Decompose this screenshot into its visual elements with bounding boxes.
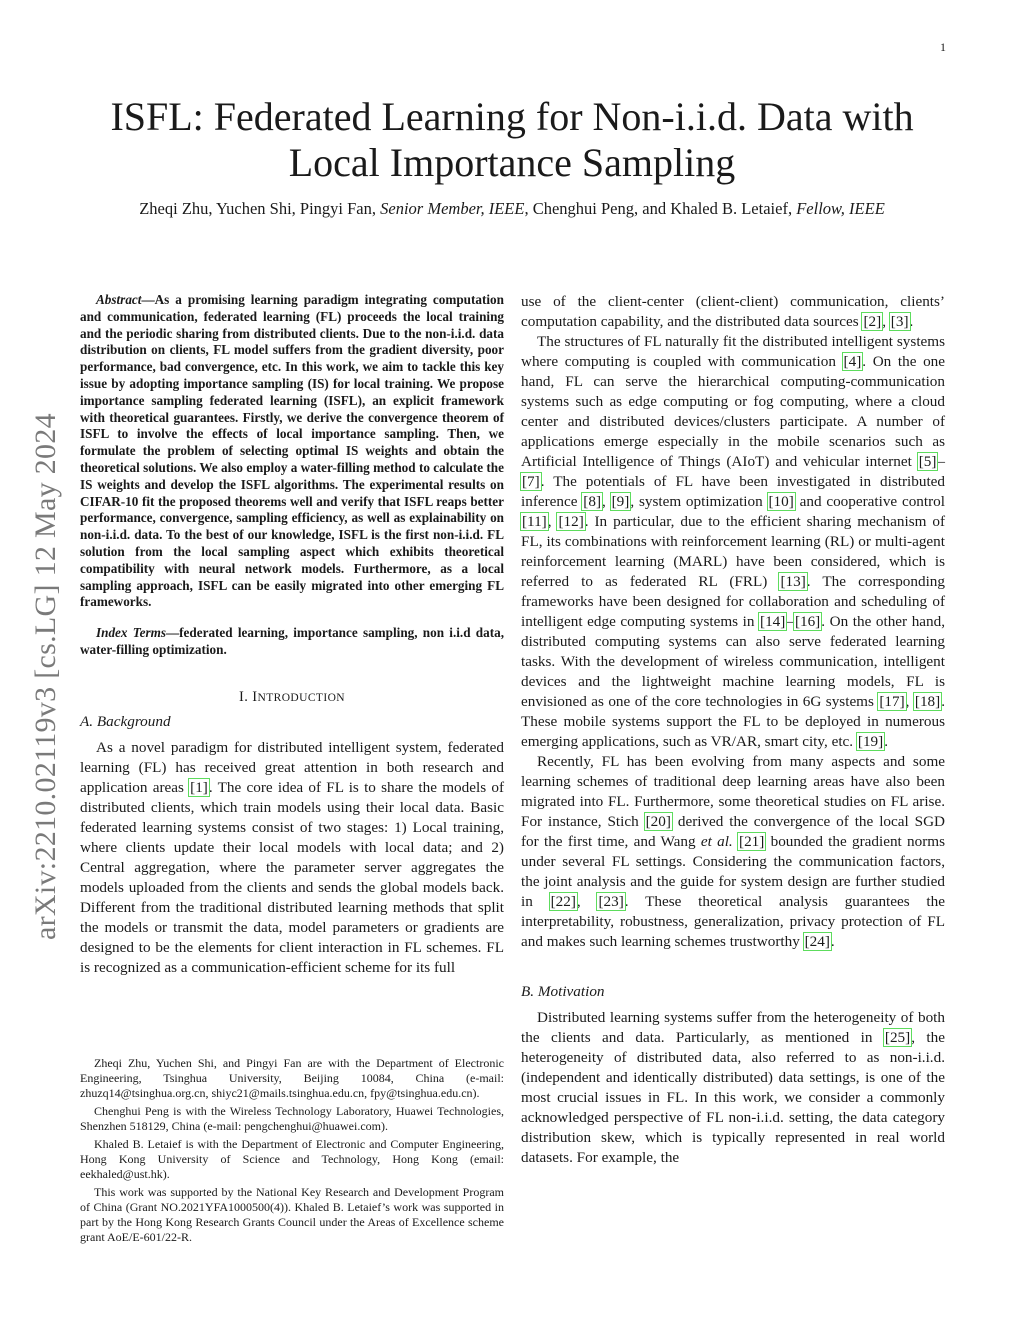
footnote-affiliation-huawei: Chenghui Peng is with the Wireless Technology Laboratory, Huawei Technologies, Shenzhen 518129, China (e-mail: pengchenghui@huawei.com). [80,1104,504,1133]
text-run: Distributed learning systems suffer from the heterogeneity of both the clients and data. Particularly, as mentioned in [521,1009,945,1046]
title-line-2: Local Importance Sampling [288,140,736,185]
author-role-1: Senior Member, IEEE [380,199,525,218]
recently-paragraph [521,752,945,952]
citation-link[interactable]: [14] [760,613,786,630]
section-heading-introduction [80,687,504,708]
text-run: , [882,313,890,330]
section-title-rest: NTRODUCTION [257,691,345,704]
citation-link[interactable]: [24] [804,933,830,950]
citation-link[interactable]: [3] [890,313,909,330]
subsection-heading-motivation: B. Motivation [521,983,605,1000]
author-footnotes [80,1056,504,1248]
index-terms-text: —federated learning, importance sampling, non i.i.d data, water-filling optimization. [80,625,504,657]
text-run: – [937,453,945,470]
citation-link[interactable]: [17] [879,693,905,710]
citation-link[interactable]: [8] [583,493,602,510]
citation-link[interactable]: [16] [794,613,821,630]
structures-paragraph [521,332,945,752]
text-run: The structures of FL naturally fit the distributed intelligent systems where computing is coupled with communication [521,333,945,370]
text-run: derived the convergence of the local SGD for the first time, and Wang [521,813,946,850]
citation-link[interactable]: [25] [884,1029,911,1046]
text-run: – [786,613,794,630]
abstract-lead: Abstract [96,292,142,307]
text-run: Recently, FL has been evolving from many aspects and some learning schemes of traditional deep learning areas have also been migrated into FL. Furthermore, some theoretical studies on FL arise. For instance, Stich [521,753,945,830]
citation-link[interactable]: [13] [780,573,806,590]
footnote-funding: This work was supported by the National Key Research and Development Program of China (Grant NO.2021YFA1000500(4)). Khaled B. Letaief’s work was supported in part by the Hong Kong Research Grants Council under the Areas of Excellence scheme grant AoE/E-601/22-R. [80,1185,504,1244]
citation-link[interactable]: [9] [611,493,630,510]
text-run: . In particular, due to the efficient sharing mechanism of FL, its combinations with reinforcement learning (RL) or multi-agent reinforcement learning (MARL) have been considered, which is referred to as federated RL (FRL) [521,513,945,590]
arxiv-identifier[interactable]: arXiv:2210.02119v3 [cs.LG] 12 May 2024 [29,413,62,940]
text-run: . The potentials of FL have been investigated in distributed inference [521,473,945,510]
text-run: , the heterogeneity of distributed data, also referred to as non-i.i.d. (independent and identically distributed) data settings, is one of the most crucial issues in FL. In this work, we consider a commonly acknowledged perspective of FL non-i.i.d. setting, the data category distribution skew, which is typically represented in real world datasets. For example, the [521,1029,945,1166]
italic-run: et al. [700,833,733,850]
citation-link[interactable]: [10] [768,493,794,510]
citation-link[interactable]: [12] [558,513,584,530]
text-run: , [576,893,598,910]
text-run: . [909,313,914,330]
text-run: . [830,933,835,950]
citation-link[interactable]: [20] [645,813,671,830]
left-column [80,292,504,978]
citation-link[interactable]: [2] [863,313,882,330]
text-run: . These mobile systems support the FL to be deployed in numerous emerging applications, such as VR/AR, smart city, etc. [521,693,946,750]
citation-link[interactable]: [11] [522,513,547,530]
abstract [80,292,504,611]
text-run: . The core idea of FL is to share the models of distributed clients, which train models using their local data. Basic federated learning systems consist of two stages: 1) Local training, where clients update their local models with local data; and 2) Central aggregation, where the parameter server aggregates the models uploaded from the clients and sends the global models back. Different from the traditional distributed learning methods that split the models or transmit the data, model parameters or gradients are designed to be the elements for client interaction in FL schemes. FL is recognized as a communication-efficient scheme for its full [80,778,504,976]
text-run: , [547,513,558,530]
page-number: 1 [940,40,946,54]
text-run: and cooperative control [794,493,945,510]
text-run: . On the one hand, FL can serve the hierarchical computing-communication systems such as edge computing or fog computing, where a cloud center and distributed devices/clusters participate. A number of applications emerge especially in the mobile scenarios such as Artificial Intelligence of Things (AIoT) and vehicular internet [521,353,946,470]
text-run: . These theoretical analysis guarantees the interpretability, robustness, generalization, privacy protection of FL and makes such learning schemes trustworthy [521,893,945,950]
citation-link[interactable]: [5] [918,453,937,470]
citation-link[interactable]: [4] [843,353,862,370]
footnote-affiliation-hkust: Khaled B. Letaief is with the Department of Electronic and Computer Engineering, Hong Kong University of Science and Technology, Hong Kong (email: eekhaled@ust.hk). [80,1137,504,1181]
text-run: , system optimization [630,493,768,510]
text-run: , [905,693,914,710]
section-numeral: I. I [239,688,258,705]
author-list [60,198,964,220]
index-terms [80,625,504,659]
text-run: . The corresponding frameworks have been designed for collaboration and scheduling of intelligent edge computing systems in [521,573,945,630]
citation-link[interactable]: [22] [550,893,576,910]
motivation-paragraph [521,1008,945,1168]
citation-link[interactable]: [21] [739,833,765,850]
citation-link[interactable]: [19] [857,733,884,750]
continued-paragraph [521,292,945,332]
citation-link[interactable]: [1] [190,778,208,796]
text-run: As a novel paradigm for distributed intelligent system, federated learning (FL) has received great attention in both research and application areas [80,738,504,796]
authors-text-2: , Chenghui Peng, and Khaled B. Letaief, [524,199,797,218]
text-run: bounded the gradient norms under several FL settings. Considering the communication factors, the joint analysis and the guide for system design are further studied in [521,833,946,910]
citation-link[interactable]: [7] [522,473,540,490]
index-terms-lead: Index Terms [96,625,166,641]
text-run: . On the other hand, distributed computing systems can also serve federated learning tasks. With the development of wireless communication, intelligent devices and the lightweight machine learning models, FL is envisioned as one of the core technologies in 6G systems [521,613,946,710]
author-role-2: Fellow, IEEE [796,199,885,218]
citation-link[interactable]: [18] [914,693,941,710]
subsection-heading-background: A. Background [80,712,171,730]
text-run: . [884,733,888,750]
abstract-text: —As a promising learning paradigm integrating computation and communication, federated learning (FL) proceeds the local training and the periodic sharing from distributed clients. Due to the non-i.i.d. data distribution on clients, FL model suffers from the gradient diversity, poor performance, bad convergence, etc. In this work, we aim to tackle this key issue by adopting importance sampling (IS) for local training. We propose importance sampling federated learning (ISFL), an explicit framework with theoretical guarantees. Firstly, we derive the convergence theorem of ISFL to involve the effects of local importance sampling. Then, we formulate the problem of selecting optimal IS weights and obtain the theoretical solutions. We also employ a water-filling method to calculate the IS weights and develop the ISFL algorithms. The experimental results on CIFAR-10 fit the proposed theorems well and verify that ISFL reaps better performance, convergence, sampling efficiency, as well as explainability on non-i.i.d. data. To the best of our knowledge, ISFL is the first non-i.i.d. FL solution from the local sampling aspect which exhibits theoretical compatibility with neural network models. Furthermore, as a local sampling approach, ISFL can be easily migrated into other emerging FL frameworks. [80,292,504,610]
text-run: , [602,493,611,510]
authors-text-1: Zheqi Zhu, Yuchen Shi, Pingyi Fan, [139,199,381,218]
title-line-1: ISFL: Federated Learning for Non-i.i.d. Data with [110,94,914,139]
paper-title [80,94,944,186]
background-paragraph [80,738,504,978]
text-run: use of the client-center (client-client) communication, clients’ computation capability, and the distributed data sources [521,293,945,330]
right-column [521,292,945,1168]
citation-link[interactable]: [23] [598,893,624,910]
footnote-affiliation-tsinghua: Zheqi Zhu, Yuchen Shi, and Pingyi Fan are with the Department of Electronic Engineering, Tsinghua University, Beijing 10084, China (e-mail: zhuzq14@tsinghua.org.cn, shiyc21@mails.tsinghua.edu.cn, fpy@tsinghua.edu.cn). [80,1056,504,1100]
